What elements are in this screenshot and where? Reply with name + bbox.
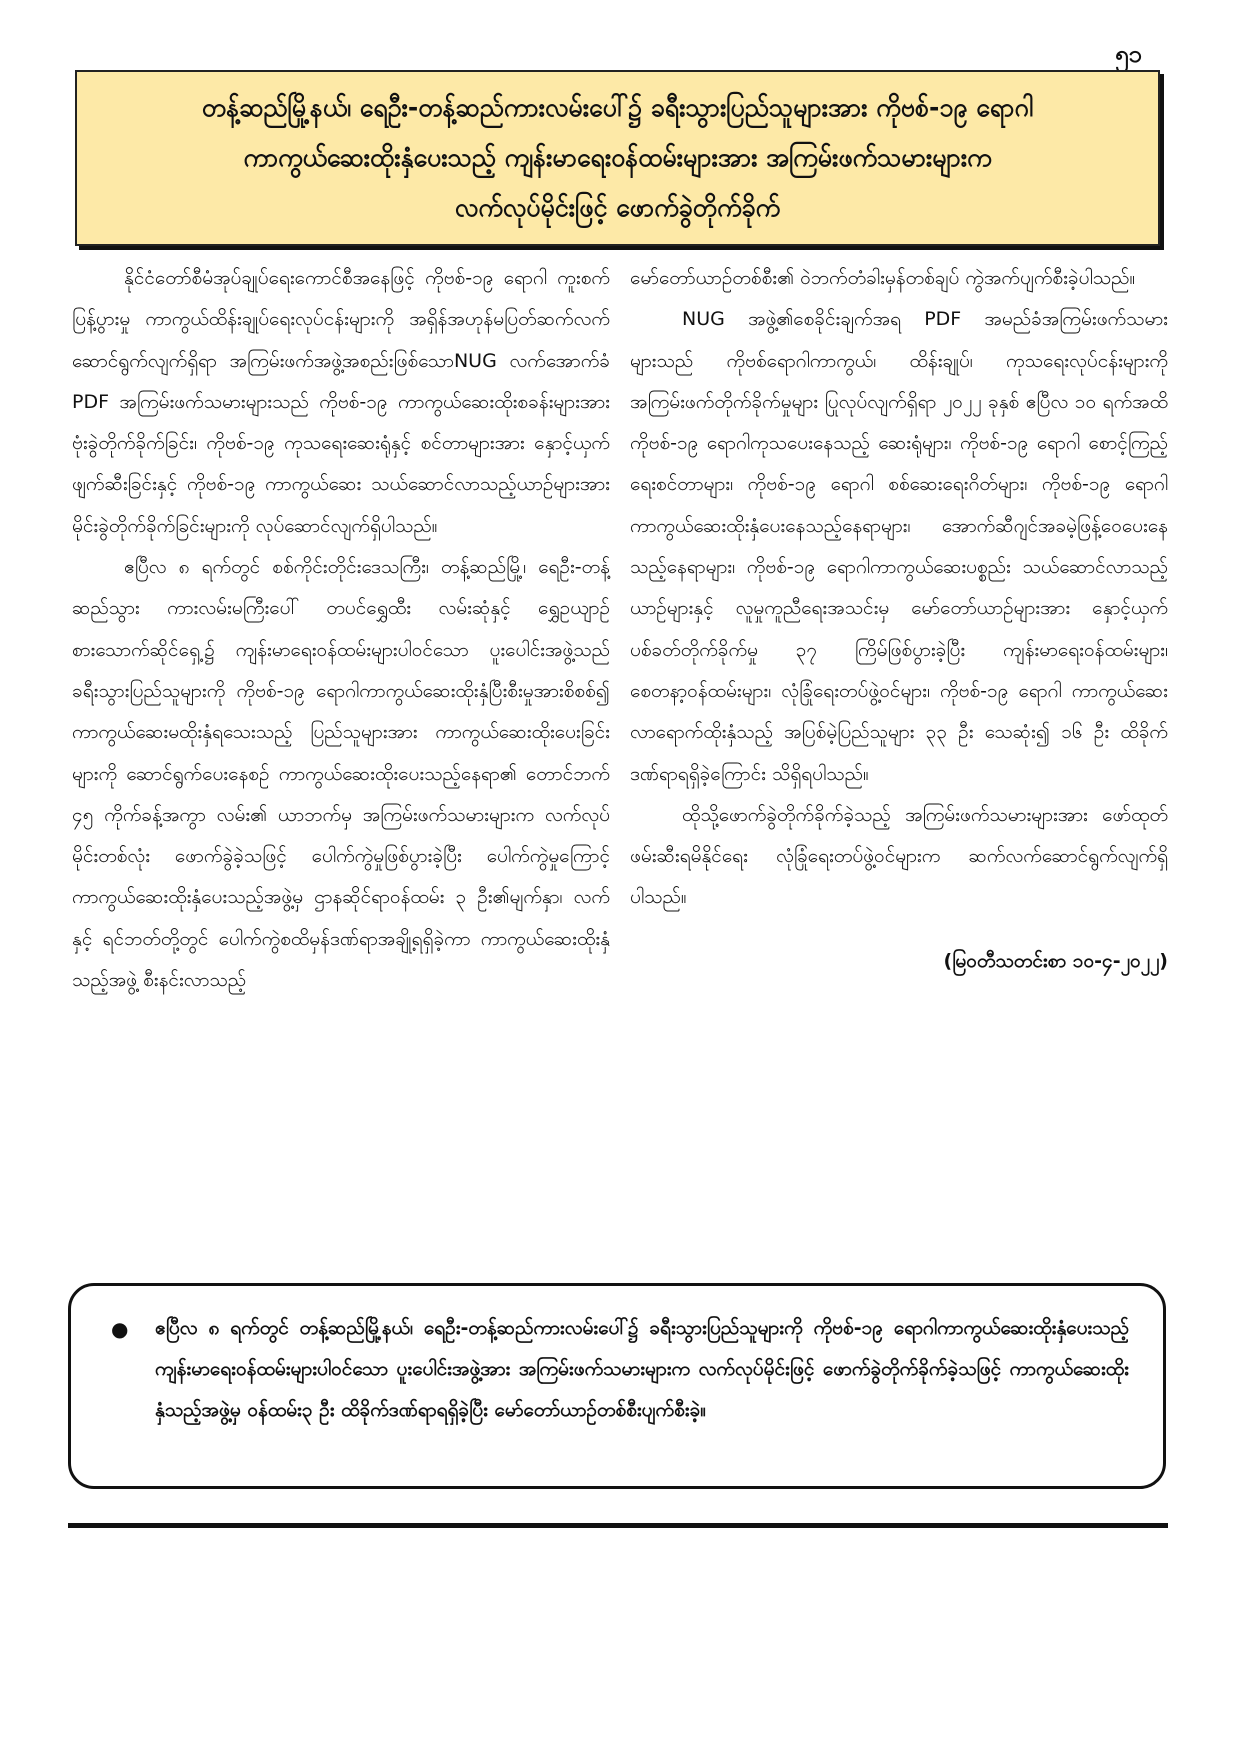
bullet-icon: ● [111,1317,129,1341]
source-citation: (မြဝတီသတင်းစာ ၁၀-၄-၂၀၂၂) [943,949,1168,972]
headline-line-3: လက်လုပ်မိုင်းဖြင့် ဖောက်ခွဲတိုက်ခိုက် [454,193,781,222]
headline-box [75,70,1160,246]
page-number: ၅၁ [1115,40,1142,68]
paragraph-incident: ဧပြီလ ၈ ရက်တွင် စစ်ကိုင်းတိုင်းဒေသကြီး၊ တန့်ဆည်မြို့၊ ရေဦး-တန့်ဆည်သွား ကားလမ်းမကြီးပေါ် တပင်ရွှေထီး လမ်းဆုံနှင့် ရွှေဥယျာဉ်စားသောက်ဆိုင်ရှေ့၌ ကျန်းမာရေးဝန်ထမ်းများပါဝင်သော ပူးပေါင်းအဖွဲ့သည် ခရီးသွားပြည်သူများကို ကိုဗစ်-၁၉ ရောဂါကာကွယ်ဆေးထိုးနှံပြီးစီးမှုအားစိစစ်၍ ကာကွယ်ဆေးမထိုးနှံရသေးသည့် ပြည်သူများအား ကာကွယ်ဆေးထိုးပေးခြင်းများကို ဆောင်ရွက်ပေးနေစဉ် ကာကွယ်ဆေးထိုးပေးသည့်နေရာ၏ တောင်ဘက် ၄၅ ကိုက်ခန့်အကွာ လမ်း၏ ယာဘက်မှ အကြမ်းဖက်သမားများက လက်လုပ်မိုင်းတစ်လုံး ဖောက်ခွဲခဲ့သဖြင့် ပေါက်ကွဲမှုဖြစ်ပွားခဲ့ပြီး ပေါက်ကွဲမှုကြောင့် ကာကွယ်ဆေးထိုးနှံပေးသည့်အဖွဲ့မှ ဌာနဆိုင်ရာဝန်ထမ်း ၃ ဦး၏မျက်နှာ၊ လက်နှင့် ရင်ဘတ်တို့တွင် ပေါက်ကွဲစထိမှန်ဒဏ်ရာအချို့ရရှိခဲ့ကာ ကာကွယ်ဆေးထိုးနှံသည့်အဖွဲ့ စီးနင်းလာသည့် [72,556,610,992]
headline-line-1: တန့်ဆည်မြို့နယ်၊ ရေဦး-တန့်ဆည်ကားလမ်းပေါ်၌ ခရီးသွားပြည်သူများအား ကိုဗစ်-၁၉ ရောဂါ [201,93,1034,122]
article-body [72,258,1168,1230]
bottom-divider [68,1523,1168,1528]
paragraph-statistics: NUG အဖွဲ့၏စေခိုင်းချက်အရ PDF အမည်ခံအကြမ်းဖက်သမားများသည် ကိုဗစ်ရောဂါကာကွယ်၊ ထိန်းချုပ်၊ ကုသရေးလုပ်ငန်းများကို အကြမ်းဖက်တိုက်ခိုက်မှုများ ပြုလုပ်လျက်ရှိရာ ၂၀၂၂ ခုနှစ် ဧပြီလ ၁၀ ရက်အထိ ကိုဗစ်-၁၉ ရောဂါကုသပေးနေသည့် ဆေးရုံများ၊ ကိုဗစ်-၁၉ ရောဂါ စောင့်ကြည့်ရေးစင်တာများ၊ ကိုဗစ်-၁၉ ရောဂါ စစ်ဆေးရေးဂိတ်များ၊ ကိုဗစ်-၁၉ ရောဂါ ကာကွယ်ဆေးထိုးနှံပေးနေသည့်နေရာများ၊ အောက်ဆီဂျင်အခမဲ့ဖြန့်ဝေပေးနေသည့်နေရာများ၊ ကိုဗစ်-၁၉ ရောဂါကာကွယ်ဆေးပစ္စည်း သယ်ဆောင်လာသည့်ယာဉ်များနှင့် လူမှုကူညီရေးအသင်းမှ မော်တော်ယာဉ်များအား နှောင့်ယှက်ပစ်ခတ်တိုက်ခိုက်မှု ၃၇ ကြိမ်ဖြစ်ပွားခဲ့ပြီး ကျန်းမာရေးဝန်ထမ်းများ၊ စေတနာ့ဝန်ထမ်းများ၊ လုံခြုံရေးတပ်ဖွဲ့ဝင်များ၊ ကိုဗစ်-၁၉ ရောဂါ ကာကွယ်ဆေးလာရောက်ထိုးနှံသည့် အပြစ်မဲ့ပြည်သူများ ၃၃ ဦး သေဆုံး၍ ၁၆ ဦး ထိခိုက်ဒဏ်ရာရရှိခဲ့ကြောင်း သိရှိရပါသည်။ [630,308,1168,785]
left-column [72,258,610,1230]
summary-box [68,1283,1166,1489]
paragraph-intro: နိုင်ငံတော်စီမံအုပ်ချုပ်ရေးကောင်စီအနေဖြင့် ကိုဗစ်-၁၉ ရောဂါ ကူးစက်ပြန့်ပွားမှု ကာကွယ်ထိန်းချုပ်ရေးလုပ်ငန်းများကို အရှိန်အဟုန်မပြတ်ဆက်လက်ဆောင်ရွက်လျက်ရှိရာ အကြမ်းဖက်အဖွဲ့အစည်းဖြစ်သောNUG လက်အောက်ခံ PDF အကြမ်းဖက်သမားများသည် ကိုဗစ်-၁၉ ကာကွယ်ဆေးထိုးစခန်းများအား ဗုံးခွဲတိုက်ခိုက်ခြင်း၊ ကိုဗစ်-၁၉ ကုသရေးဆေးရုံနှင့် စင်တာများအား နှောင့်ယှက်ဖျက်ဆီးခြင်းနှင့် ကိုဗစ်-၁၉ ကာကွယ်ဆေး သယ်ဆောင်လာသည့်ယာဉ်များအား မိုင်းခွဲတိုက်ခိုက်ခြင်းများကို လုပ်ဆောင်လျက်ရှိပါသည်။ [72,267,610,537]
paragraph-followup: ထိုသို့ဖောက်ခွဲတိုက်ခိုက်ခဲ့သည့် အကြမ်းဖက်သမားများအား ဖော်ထုတ်ဖမ်းဆီးရမိနိုင်ရေး လုံခြုံရေးတပ်ဖွဲ့ဝင်များက ဆက်လက်ဆောင်ရွက်လျက်ရှိပါသည်။ [630,803,1168,909]
paragraph-continuation: မော်တော်ယာဉ်တစ်စီး၏ ဝဲဘက်တံခါးမှန်တစ်ချပ် ကွဲအက်ပျက်စီးခဲ့ပါသည်။ [630,267,1136,289]
right-column [630,258,1168,1230]
headline-line-2: ကာကွယ်ဆေးထိုးနှံပေးသည့် ကျန်းမာရေးဝန်ထမ်းများအား အကြမ်းဖက်သမားများက [243,143,992,172]
summary-text: ဧပြီလ ၈ ရက်တွင် တန့်ဆည်မြို့နယ်၊ ရေဦး-တန့်ဆည်ကားလမ်းပေါ်၌ ခရီးသွားပြည်သူများကို ကိုဗစ်-၁၉ ရောဂါကာကွယ်ဆေးထိုးနှံပေးသည့် ကျန်းမာရေးဝန်ထမ်းများပါဝင်သော ပူးပေါင်းအဖွဲ့အား အကြမ်းဖက်သမားများက လက်လုပ်မိုင်းဖြင့် ဖောက်ခွဲတိုက်ခိုက်ခဲ့သဖြင့် ကာကွယ်ဆေးထိုးနှံသည့်အဖွဲ့မှ ဝန်ထမ်း၃ ဦး ထိခိုက်ဒဏ်ရာရရှိခဲ့ပြီး မော်တော်ယာဉ်တစ်စီးပျက်စီးခဲ့။ [155,1317,1129,1421]
